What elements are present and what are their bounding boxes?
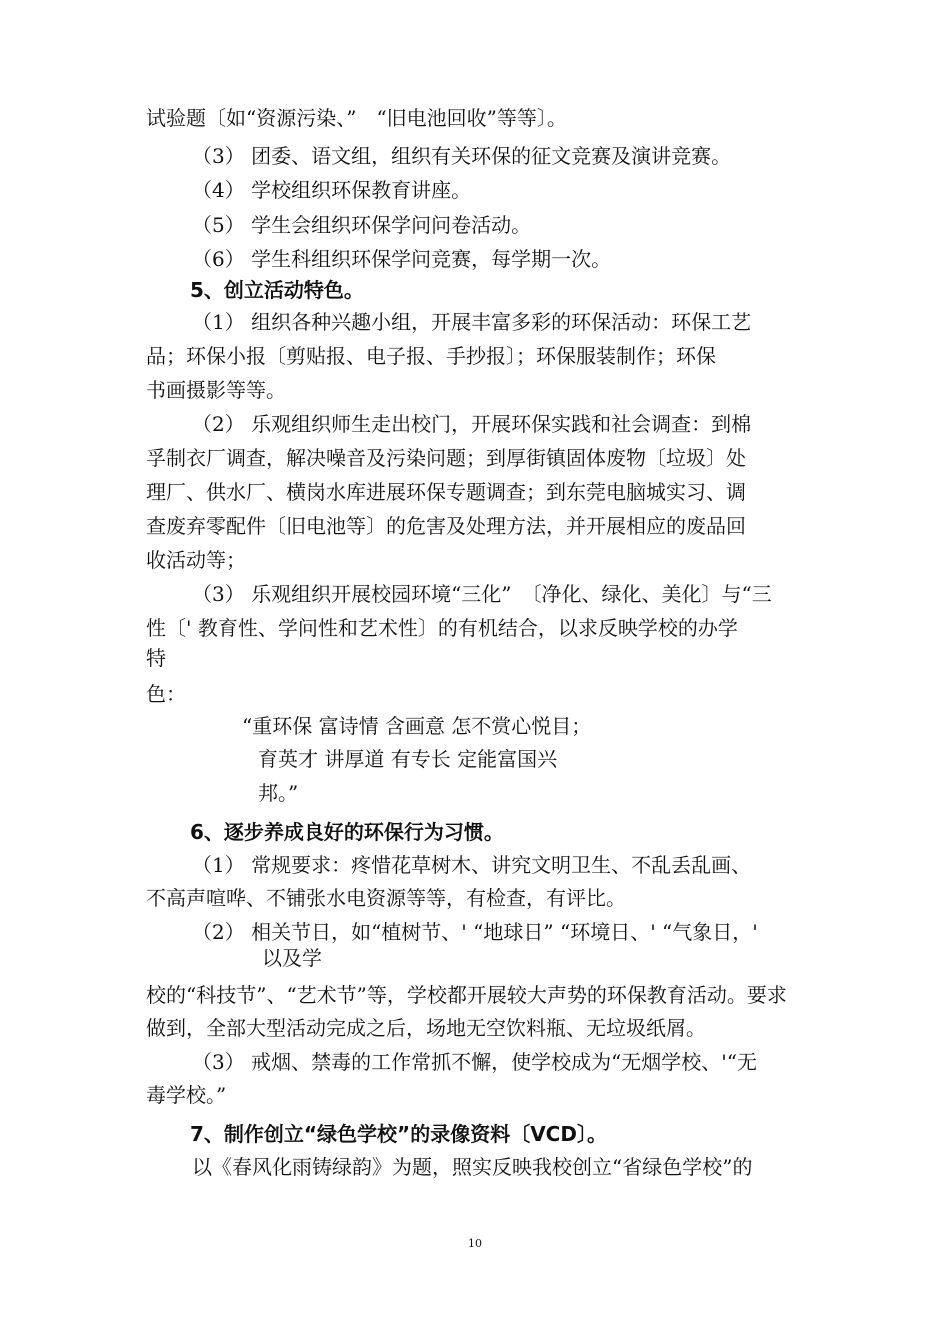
section-heading-5: 5、创立活动特色。 [190, 278, 364, 302]
section-heading-7: 7、制作创立“绿色学校”的录像资料〔VCD〕。 [190, 1122, 607, 1146]
list-item: （6） 学生科组织环保学问竞赛，每学期一次。 [192, 247, 612, 271]
list-item: （3） 团委、语文组，组织有关环保的征文竞赛及演讲竞赛。 [192, 144, 732, 168]
body-line: 品；环保小报〔剪贴报、电子报、手抄报〕；环保服装制作；环保 [146, 344, 716, 368]
body-line: 性〔' 教育性、学问性和艺术性〕的有机结合，以求反映学校的办学 [146, 616, 738, 640]
section-heading-6: 6、逐步养成良好的环保行为习惯。 [190, 820, 504, 844]
body-line: 毒学校。” [146, 1083, 227, 1107]
body-line: 以《春风化雨铸绿韵》为题，照实反映我校创立“省绿色学校”的 [192, 1155, 753, 1179]
body-line: 做到，全部大型活动完成之后，场地无空饮料瓶、无垃圾纸屑。 [146, 1016, 706, 1040]
body-line: 查废弃零配件〔旧电池等〕的危害及处理方法，并开展相应的废品回 [146, 514, 746, 538]
list-item: （4） 学校组织环保教育讲座。 [192, 178, 472, 202]
body-line: 以及学 [262, 946, 322, 970]
body-line: 理厂、供水厂、横岗水库进展环保专题调查；到东莞电脑城实习、调 [146, 480, 746, 504]
body-line: 孚制衣厂调查，解决噪音及污染问题；到厚街镇固体废物〔垃圾〕处 [146, 446, 746, 470]
body-line: 试验题〔如“资源污染、” “旧电池回收”等等〕。 [146, 106, 567, 130]
body-line: 校的“科技节”、“艺术节”等，学校都开展较大声势的环保教育活动。要求 [146, 983, 787, 1007]
body-line: （2） 乐观组织师生走出校门，开展环保实践和社会调查：到棉 [192, 412, 752, 436]
body-line: 特 [146, 646, 166, 670]
quote-line: “重环保 富诗情 含画意 怎不赏心悦目； [242, 714, 592, 738]
page-number: 10 [468, 1237, 482, 1250]
body-line: 收活动等； [146, 548, 246, 572]
body-line: 色： [146, 682, 186, 706]
body-line: 不高声喧哗、不铺张水电资源等等，有检查，有评比。 [146, 886, 626, 910]
body-line: 书画摄影等等。 [146, 378, 286, 402]
body-line: （1） 常规要求：疼惜花草树木、讲究文明卫生、不乱丢乱画、 [192, 853, 752, 877]
body-line: （3） 戒烟、禁毒的工作常抓不懈，使学校成为“无烟学校、'“无 [192, 1050, 758, 1074]
list-item: （5） 学生会组织环保学问问卷活动。 [192, 213, 532, 237]
quote-line: 邦。” [258, 781, 299, 805]
body-line: （3） 乐观组织开展校园环境“三化” 〔净化、绿化、美化〕与“三 [192, 582, 772, 606]
quote-line: 育英才 讲厚道 有专长 定能富国兴 [258, 747, 558, 771]
body-line: （1） 组织各种兴趣小组，开展丰富多彩的环保活动：环保工艺 [192, 310, 752, 334]
body-line: （2） 相关节日，如“植树节、' “地球日” “环境日、' “气象日，' [192, 920, 758, 944]
